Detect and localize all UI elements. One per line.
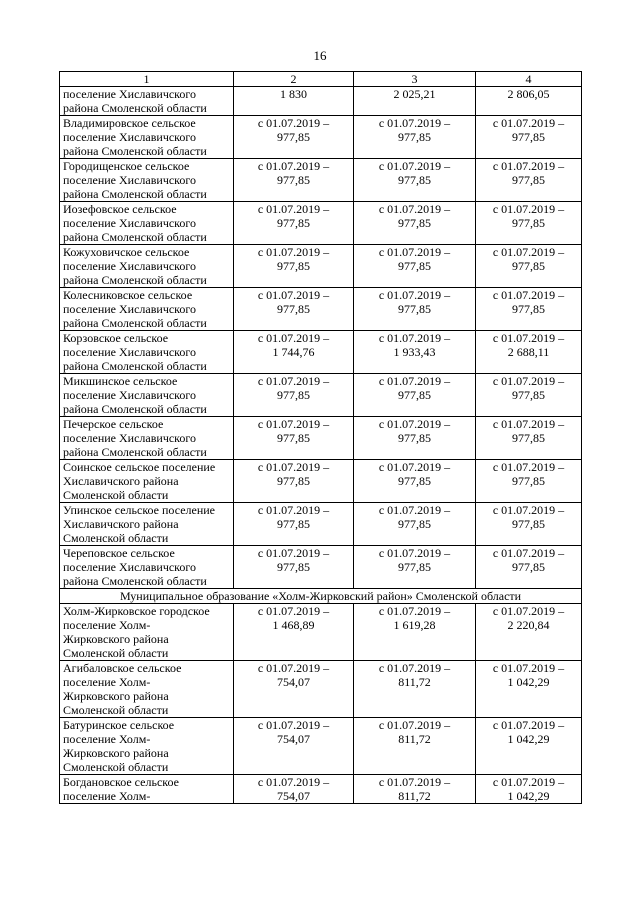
- table-body: [60, 87, 582, 804]
- cell-line: 754,07: [277, 732, 310, 746]
- value-cell-col4: [476, 331, 582, 374]
- table-row: [60, 245, 582, 288]
- table-row: [60, 775, 582, 804]
- settlement-name-cell: [60, 503, 234, 546]
- cell-line: 977,85: [277, 474, 310, 488]
- cell-line: 977,85: [512, 474, 545, 488]
- cell-line: района Смоленской области: [63, 402, 207, 416]
- cell-line: района Смоленской области: [63, 230, 207, 244]
- cell-line: с 01.07.2019 –: [378, 159, 451, 173]
- cell-line: 977,85: [398, 302, 431, 316]
- cell-line: поселение Хиславичского: [63, 87, 197, 101]
- cell-line: 977,85: [277, 560, 310, 574]
- value-cell-col2: [234, 775, 354, 804]
- cell-line: Микшинское сельское: [63, 374, 178, 388]
- value-cell-col3: [354, 331, 476, 374]
- column-header-3: 3: [354, 72, 476, 87]
- value-cell-col3: [354, 546, 476, 589]
- settlement-name-cell: [60, 245, 234, 288]
- column-header-1: 1: [60, 72, 234, 87]
- cell-line: района Смоленской области: [63, 187, 207, 201]
- cell-line: Колесниковское сельское: [63, 288, 193, 302]
- cell-line: с 01.07.2019 –: [492, 116, 565, 130]
- table-row: [60, 202, 582, 245]
- cell-line: Упинское сельское поселение: [63, 503, 216, 517]
- cell-line: с 01.07.2019 –: [257, 460, 330, 474]
- value-cell-col3: [354, 87, 476, 116]
- cell-line: с 01.07.2019 –: [492, 661, 565, 675]
- cell-line: Печерское сельское: [63, 417, 164, 431]
- settlement-name-cell: [60, 87, 234, 116]
- cell-line: поселение Холм-: [63, 732, 151, 746]
- value-cell-col4: [476, 245, 582, 288]
- cell-line: 977,85: [512, 431, 545, 445]
- cell-line: Хиславичского района: [63, 517, 179, 531]
- cell-line: 977,85: [512, 560, 545, 574]
- cell-line: 977,85: [512, 173, 545, 187]
- value-cell-col3: [354, 116, 476, 159]
- cell-line: поселение Хиславичского: [63, 388, 197, 402]
- cell-line: Череповское сельское: [63, 546, 175, 560]
- cell-line: Батуринское сельское: [63, 718, 175, 732]
- value-cell-col4: [476, 202, 582, 245]
- value-cell-col3: [354, 661, 476, 718]
- cell-line: поселение Холм-: [63, 675, 151, 689]
- page-number: 16: [313, 48, 327, 63]
- settlement-name-cell: [60, 775, 234, 804]
- value-cell-col4: [476, 775, 582, 804]
- section-title: Муниципальное образование «Холм-Жирковский район» Смоленской области: [60, 589, 582, 604]
- cell-line: 1 042,29: [507, 732, 550, 746]
- cell-line: с 01.07.2019 –: [257, 374, 330, 388]
- value-cell-col3: [354, 288, 476, 331]
- value-cell-col2: [234, 718, 354, 775]
- cell-line: с 01.07.2019 –: [492, 718, 565, 732]
- cell-line: поселение Хиславичского: [63, 130, 197, 144]
- value-cell-col3: [354, 417, 476, 460]
- cell-line: с 01.07.2019 –: [257, 503, 330, 517]
- cell-line: 977,85: [398, 560, 431, 574]
- cell-line: Жирковского района: [63, 689, 169, 703]
- cell-line: с 01.07.2019 –: [378, 460, 451, 474]
- cell-line: с 01.07.2019 –: [378, 202, 451, 216]
- cell-line: Городищенское сельское: [63, 159, 190, 173]
- cell-line: 811,72: [398, 789, 431, 803]
- cell-line: Смоленской области: [63, 531, 169, 545]
- value-cell-col3: [354, 604, 476, 661]
- cell-line: 977,85: [512, 517, 545, 531]
- value-cell-col2: [234, 202, 354, 245]
- cell-line: с 01.07.2019 –: [492, 331, 565, 345]
- cell-line: с 01.07.2019 –: [257, 288, 330, 302]
- cell-line: 977,85: [277, 388, 310, 402]
- cell-line: 977,85: [512, 388, 545, 402]
- cell-line: Хиславичского района: [63, 474, 179, 488]
- cell-line: 977,85: [277, 130, 310, 144]
- value-cell-col4: [476, 116, 582, 159]
- settlement-name-cell: [60, 116, 234, 159]
- cell-line: с 01.07.2019 –: [492, 245, 565, 259]
- cell-line: с 01.07.2019 –: [378, 718, 451, 732]
- value-cell-col2: [234, 374, 354, 417]
- value-cell-col4: [476, 87, 582, 116]
- value-cell-col4: [476, 417, 582, 460]
- cell-line: района Смоленской области: [63, 316, 207, 330]
- cell-line: с 01.07.2019 –: [257, 661, 330, 675]
- table-row: [60, 374, 582, 417]
- cell-line: с 01.07.2019 –: [257, 245, 330, 259]
- cell-line: 811,72: [398, 732, 431, 746]
- cell-line: 977,85: [398, 259, 431, 273]
- value-cell-col2: [234, 288, 354, 331]
- cell-line: с 01.07.2019 –: [378, 374, 451, 388]
- cell-line: с 01.07.2019 –: [378, 604, 451, 618]
- table-row: [60, 460, 582, 503]
- cell-line: 977,85: [398, 388, 431, 402]
- cell-line: с 01.07.2019 –: [257, 775, 330, 789]
- value-cell-col4: [476, 661, 582, 718]
- value-cell-col3: [354, 374, 476, 417]
- cell-line: с 01.07.2019 –: [257, 718, 330, 732]
- cell-line: района Смоленской области: [63, 273, 207, 287]
- table-row: [60, 87, 582, 116]
- cell-line: с 01.07.2019 –: [257, 331, 330, 345]
- value-cell-col2: [234, 245, 354, 288]
- value-cell-col3: [354, 460, 476, 503]
- cell-line: района Смоленской области: [63, 144, 207, 158]
- cell-line: 2 688,11: [507, 345, 550, 359]
- table-row: [60, 604, 582, 661]
- settlement-name-cell: [60, 661, 234, 718]
- cell-line: с 01.07.2019 –: [378, 503, 451, 517]
- cell-line: поселение Холм-: [63, 789, 151, 803]
- cell-line: поселение Хиславичского: [63, 259, 197, 273]
- settlement-name-cell: [60, 460, 234, 503]
- table-row: [60, 159, 582, 202]
- settlement-name-cell: [60, 546, 234, 589]
- table-header-row: [60, 72, 582, 87]
- cell-line: 977,85: [398, 474, 431, 488]
- settlement-name-cell: [60, 202, 234, 245]
- cell-line: поселение Хиславичского: [63, 302, 197, 316]
- value-cell-col2: [234, 503, 354, 546]
- cell-line: 754,07: [277, 675, 310, 689]
- cell-line: 977,85: [277, 302, 310, 316]
- cell-line: с 01.07.2019 –: [378, 546, 451, 560]
- settlement-name-cell: [60, 288, 234, 331]
- cell-line: 977,85: [277, 517, 310, 531]
- value-cell-col2: [234, 604, 354, 661]
- cell-line: 2 806,05: [507, 87, 550, 101]
- cell-line: 977,85: [512, 259, 545, 273]
- value-cell-col2: [234, 116, 354, 159]
- cell-line: 977,85: [277, 216, 310, 230]
- cell-line: 977,85: [277, 431, 310, 445]
- value-cell-col2: [234, 331, 354, 374]
- value-cell-col3: [354, 202, 476, 245]
- cell-line: 977,85: [398, 517, 431, 531]
- cell-line: с 01.07.2019 –: [492, 604, 565, 618]
- cell-line: Смоленской области: [63, 646, 169, 660]
- column-header-2: 2: [234, 72, 354, 87]
- value-cell-col4: [476, 604, 582, 661]
- cell-line: с 01.07.2019 –: [257, 417, 330, 431]
- cell-line: 977,85: [512, 302, 545, 316]
- table-row: [60, 546, 582, 589]
- cell-line: с 01.07.2019 –: [492, 775, 565, 789]
- cell-line: Владимировское сельское: [63, 116, 196, 130]
- cell-line: поселение Хиславичского: [63, 560, 197, 574]
- cell-line: поселение Хиславичского: [63, 431, 197, 445]
- cell-line: с 01.07.2019 –: [378, 661, 451, 675]
- cell-line: 811,72: [398, 675, 431, 689]
- value-cell-col4: [476, 503, 582, 546]
- value-cell-col2: [234, 87, 354, 116]
- cell-line: 977,85: [398, 173, 431, 187]
- cell-line: поселение Холм-: [63, 618, 151, 632]
- cell-line: с 01.07.2019 –: [378, 775, 451, 789]
- value-cell-col3: [354, 503, 476, 546]
- cell-line: Кожуховичское сельское: [63, 245, 190, 259]
- value-cell-col2: [234, 417, 354, 460]
- settlement-name-cell: [60, 417, 234, 460]
- cell-line: Богдановское сельское: [63, 775, 179, 789]
- cell-line: с 01.07.2019 –: [257, 202, 330, 216]
- value-cell-col4: [476, 374, 582, 417]
- cell-line: с 01.07.2019 –: [492, 460, 565, 474]
- cell-line: 1 933,43: [393, 345, 436, 359]
- cell-line: с 01.07.2019 –: [492, 417, 565, 431]
- value-cell-col3: [354, 245, 476, 288]
- cell-line: с 01.07.2019 –: [257, 159, 330, 173]
- cell-line: района Смоленской области: [63, 445, 207, 459]
- table-row: [60, 331, 582, 374]
- cell-line: 977,85: [398, 216, 431, 230]
- cell-line: с 01.07.2019 –: [492, 546, 565, 560]
- table-row: [60, 661, 582, 718]
- settlement-name-cell: [60, 604, 234, 661]
- cell-line: 977,85: [512, 130, 545, 144]
- cell-line: 1 042,29: [507, 675, 550, 689]
- cell-line: района Смоленской области: [63, 574, 207, 588]
- cell-line: района Смоленской области: [63, 101, 207, 115]
- cell-line: Жирковского района: [63, 746, 169, 760]
- cell-line: с 01.07.2019 –: [378, 331, 451, 345]
- cell-line: Корзовское сельское: [63, 331, 169, 345]
- cell-line: 977,85: [512, 216, 545, 230]
- cell-line: 1 744,76: [272, 345, 315, 359]
- value-cell-col4: [476, 159, 582, 202]
- cell-line: с 01.07.2019 –: [492, 202, 565, 216]
- cell-line: 2 220,84: [507, 618, 550, 632]
- cell-line: поселение Хиславичского: [63, 173, 197, 187]
- section-header-row: [60, 589, 582, 604]
- cell-line: Агибаловское сельское: [63, 661, 182, 675]
- cell-line: 2 025,21: [393, 87, 436, 101]
- cell-line: поселение Хиславичского: [63, 216, 197, 230]
- cell-line: Смоленской области: [63, 488, 169, 502]
- table-row: [60, 417, 582, 460]
- cell-line: 977,85: [277, 173, 310, 187]
- cell-line: 1 830: [280, 87, 307, 101]
- cell-line: 1 468,89: [272, 618, 315, 632]
- table-row: [60, 503, 582, 546]
- table-row: [60, 116, 582, 159]
- cell-line: 977,85: [277, 259, 310, 273]
- cell-line: Иозефовское сельское: [63, 202, 177, 216]
- cell-line: 754,07: [277, 789, 310, 803]
- value-cell-col4: [476, 718, 582, 775]
- cell-line: Смоленской области: [63, 703, 169, 717]
- cell-line: с 01.07.2019 –: [257, 546, 330, 560]
- table-row: [60, 718, 582, 775]
- cell-line: с 01.07.2019 –: [257, 116, 330, 130]
- tariff-table: [59, 71, 582, 804]
- cell-line: с 01.07.2019 –: [378, 417, 451, 431]
- value-cell-col3: [354, 775, 476, 804]
- value-cell-col4: [476, 460, 582, 503]
- cell-line: с 01.07.2019 –: [378, 245, 451, 259]
- value-cell-col2: [234, 159, 354, 202]
- cell-line: Смоленской области: [63, 760, 169, 774]
- cell-line: с 01.07.2019 –: [257, 604, 330, 618]
- value-cell-col2: [234, 546, 354, 589]
- settlement-name-cell: [60, 374, 234, 417]
- cell-line: Жирковского района: [63, 632, 169, 646]
- value-cell-col3: [354, 159, 476, 202]
- cell-line: 1 042,29: [507, 789, 550, 803]
- cell-line: 1 619,28: [393, 618, 436, 632]
- settlement-name-cell: [60, 718, 234, 775]
- table-row: [60, 288, 582, 331]
- value-cell-col2: [234, 460, 354, 503]
- settlement-name-cell: [60, 331, 234, 374]
- value-cell-col3: [354, 718, 476, 775]
- cell-line: с 01.07.2019 –: [492, 503, 565, 517]
- settlement-name-cell: [60, 159, 234, 202]
- cell-line: 977,85: [398, 431, 431, 445]
- cell-line: 977,85: [398, 130, 431, 144]
- cell-line: с 01.07.2019 –: [492, 159, 565, 173]
- value-cell-col4: [476, 288, 582, 331]
- cell-line: с 01.07.2019 –: [492, 374, 565, 388]
- cell-line: с 01.07.2019 –: [378, 116, 451, 130]
- cell-line: района Смоленской области: [63, 359, 207, 373]
- value-cell-col4: [476, 546, 582, 589]
- column-header-4: 4: [476, 72, 582, 87]
- cell-line: Холм-Жирковское городское: [63, 604, 210, 618]
- cell-line: поселение Хиславичского: [63, 345, 197, 359]
- cell-line: с 01.07.2019 –: [378, 288, 451, 302]
- cell-line: Соинское сельское поселение: [63, 460, 216, 474]
- value-cell-col2: [234, 661, 354, 718]
- cell-line: с 01.07.2019 –: [492, 288, 565, 302]
